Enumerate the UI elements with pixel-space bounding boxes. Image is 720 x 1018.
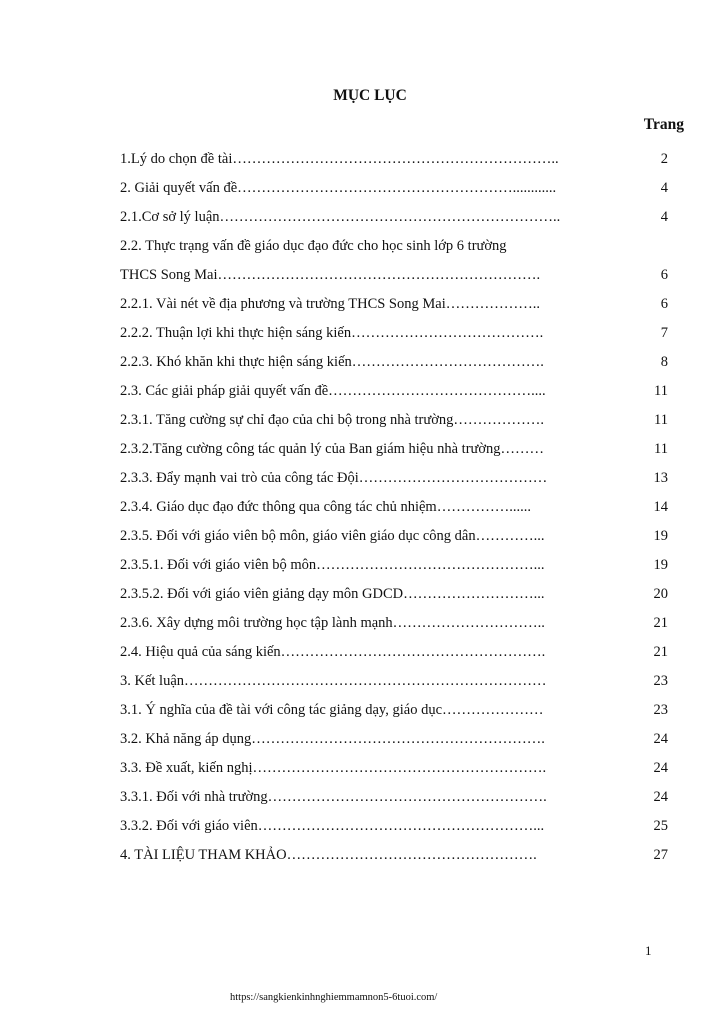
toc-entry xyxy=(120,696,668,725)
page-number: 1 xyxy=(645,943,652,958)
toc-entry-page: 11 xyxy=(654,383,668,399)
toc-entry xyxy=(120,232,668,261)
toc-entry xyxy=(120,783,668,812)
toc-entry-text: 2.3.1. Tăng cường sự chỉ đạo của chi bộ trong nhà trường………………. xyxy=(120,412,545,428)
toc-entry-text: 3.3. Đề xuất, kiến nghị……………………………………………………. xyxy=(120,760,547,776)
toc-entry-page: 19 xyxy=(653,557,668,573)
toc-entry-page: 21 xyxy=(653,644,668,660)
toc-entry-text: 3.3.2. Đối với giáo viên…………………………………………………... xyxy=(120,818,545,834)
toc-entry-text: THCS Song Mai…………………………………………………………. xyxy=(120,267,541,283)
toc-entry xyxy=(120,609,668,638)
toc-entry-page: 8 xyxy=(660,354,668,370)
page-column-header: Trang xyxy=(643,116,684,133)
toc-entry-page: 11 xyxy=(654,412,668,428)
toc-entry-text: 2.3.5.1. Đối với giáo viên bộ môn………………………………………... xyxy=(120,557,545,573)
toc-entry xyxy=(120,348,668,377)
toc-entry-text: 2.3.6. Xây dựng môi trường học tập lành mạnh………………………….. xyxy=(120,615,545,631)
toc-entry xyxy=(120,841,668,870)
toc-entry-text: 2.3.3. Đẩy mạnh vai trò của công tác Đội………………………………… xyxy=(120,470,548,486)
toc-entry-text: 1.Lý do chọn đề tài………………………………………………………….. xyxy=(120,151,559,167)
toc-entry xyxy=(120,203,668,232)
toc-entry xyxy=(120,435,668,464)
toc-entry-text: 2.2.1. Vài nét về địa phương và trường THCS Song Mai……………….. xyxy=(120,296,540,312)
toc-entry-page: 20 xyxy=(653,586,668,602)
toc-entry-text: 4. TÀI LIỆU THAM KHẢO……………………………………………. xyxy=(120,847,537,863)
toc-entry-text: 2.3.4. Giáo dục đạo đức thông qua công tác chủ nhiệm……………...... xyxy=(120,499,531,515)
toc-entry xyxy=(120,551,668,580)
toc-entry-page: 6 xyxy=(660,267,668,283)
toc-entry xyxy=(120,261,668,290)
toc-entry xyxy=(120,812,668,841)
toc-entry-page: 25 xyxy=(653,818,668,834)
toc-entry-text: 2.2.2. Thuận lợi khi thực hiện sáng kiến…………………………………. xyxy=(120,325,544,341)
toc-entry-page: 14 xyxy=(653,499,668,515)
toc-entry-text: 2.3.5.2. Đối với giáo viên giảng dạy môn GDCD………………………... xyxy=(120,586,545,602)
toc-entry xyxy=(120,638,668,667)
toc-entry-page: 23 xyxy=(653,673,668,689)
toc-entry-page: 24 xyxy=(653,731,668,747)
toc-entry-text: 2.3. Các giải pháp giải quyết vấn đề…………………………………….... xyxy=(120,383,546,399)
toc-entry-text: 3. Kết luận………………………………………………………………… xyxy=(120,673,547,689)
toc-entry-text: 2.3.2.Tăng cường công tác quản lý của Ban giám hiệu nhà trường……… xyxy=(120,441,545,457)
toc-entry-text: 2.4. Hiệu quả của sáng kiến………………………………………………. xyxy=(120,644,546,660)
toc-entry-text: 3.3.1. Đối với nhà trường…………………………………………………. xyxy=(120,789,547,805)
toc-entry xyxy=(120,290,668,319)
toc-entry-page: 21 xyxy=(653,615,668,631)
toc-entry-text: 2.3.5. Đối với giáo viên bộ môn, giáo viên giáo dục công dân…………... xyxy=(120,528,545,544)
table-of-contents xyxy=(120,145,668,870)
toc-entry-page: 13 xyxy=(653,470,668,486)
toc-entry xyxy=(120,406,668,435)
toc-entry-page: 19 xyxy=(653,528,668,544)
footer-url: https://sangkienkinhnghiemmamnon5-6tuoi.com/ xyxy=(230,992,438,1003)
toc-entry-page: 11 xyxy=(654,441,668,457)
toc-entry xyxy=(120,174,668,203)
page-title: MỤC LỤC xyxy=(333,87,407,104)
toc-entry-page: 24 xyxy=(653,760,668,776)
toc-entry xyxy=(120,319,668,348)
toc-entry xyxy=(120,522,668,551)
toc-entry xyxy=(120,493,668,522)
toc-entry-page: 4 xyxy=(660,209,668,225)
toc-entry xyxy=(120,580,668,609)
toc-entry xyxy=(120,145,668,174)
toc-entry-text: 2.1.Cơ sở lý luận…………………………………………………………….. xyxy=(120,209,561,225)
toc-entry xyxy=(120,667,668,696)
toc-entry-page: 7 xyxy=(660,325,668,341)
toc-entry-text: 3.1. Ý nghĩa của đề tài với công tác giảng dạy, giáo dục………………… xyxy=(120,702,544,718)
toc-entry-text: 2.2.3. Khó khăn khi thực hiện sáng kiến…………………………………. xyxy=(120,354,544,370)
toc-entry xyxy=(120,754,668,783)
toc-entry xyxy=(120,725,668,754)
toc-entry-page: 4 xyxy=(660,180,668,196)
toc-entry xyxy=(120,377,668,406)
toc-entry-text: 2.2. Thực trạng vấn đề giáo dục đạo đức cho học sinh lớp 6 trường xyxy=(120,238,507,254)
toc-entry-page: 24 xyxy=(653,789,668,805)
toc-entry-page: 6 xyxy=(660,296,668,312)
toc-entry-page: 27 xyxy=(653,847,668,863)
toc-entry xyxy=(120,464,668,493)
toc-entry-text: 3.2. Khả năng áp dụng……………………………………………………. xyxy=(120,731,545,747)
toc-entry-page: 2 xyxy=(660,151,668,167)
toc-entry-page: 23 xyxy=(653,702,668,718)
toc-entry-text: 2. Giải quyết vấn đề…………………………………………………............ xyxy=(120,180,557,196)
